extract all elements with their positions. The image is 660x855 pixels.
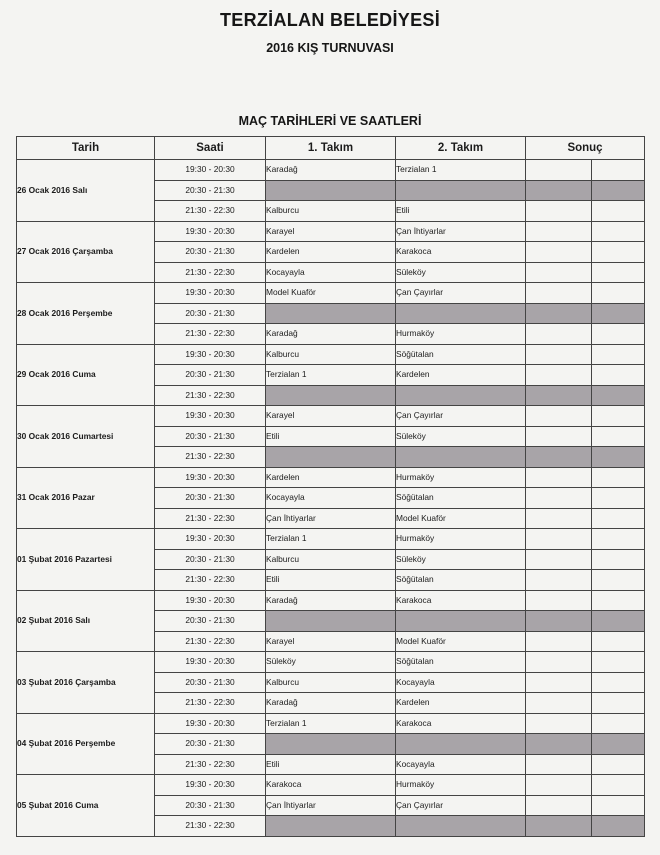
result-away-cell	[592, 365, 645, 386]
result-away-cell	[592, 652, 645, 673]
result-home-cell	[526, 713, 592, 734]
team2-cell: Çan Çayırlar	[396, 283, 526, 304]
match-time: 21:30 - 22:30	[155, 324, 266, 345]
match-date: 28 Ocak 2016 Perşembe	[17, 283, 155, 345]
result-away-cell	[592, 488, 645, 509]
team2-cell: Söğütalan	[396, 344, 526, 365]
match-date: 02 Şubat 2016 Salı	[17, 590, 155, 652]
match-date: 03 Şubat 2016 Çarşamba	[17, 652, 155, 714]
team2-cell: Etili	[396, 201, 526, 222]
match-time: 21:30 - 22:30	[155, 754, 266, 775]
team2-cell: Kardelen	[396, 693, 526, 714]
match-time: 19:30 - 20:30	[155, 652, 266, 673]
team1-cell: Kardelen	[266, 467, 396, 488]
schedule-body	[17, 160, 645, 837]
result-away-cell	[592, 549, 645, 570]
match-time: 21:30 - 22:30	[155, 262, 266, 283]
match-time: 20:30 - 21:30	[155, 488, 266, 509]
result-away-cell	[592, 221, 645, 242]
match-date: 04 Şubat 2016 Perşembe	[17, 713, 155, 775]
match-time: 19:30 - 20:30	[155, 590, 266, 611]
team1-cell: Süleköy	[266, 652, 396, 673]
team2-cell	[396, 816, 526, 837]
team1-cell: Çan İhtiyarlar	[266, 508, 396, 529]
table-row	[17, 775, 645, 796]
table-row	[17, 590, 645, 611]
team2-cell: Süleköy	[396, 262, 526, 283]
result-home-cell	[526, 734, 592, 755]
header-time: Saati	[155, 137, 266, 160]
team2-cell: Hurmaköy	[396, 529, 526, 550]
match-date: 30 Ocak 2016 Cumartesi	[17, 406, 155, 468]
team1-cell: Karayel	[266, 631, 396, 652]
result-away-cell	[592, 631, 645, 652]
table-row	[17, 713, 645, 734]
result-home-cell	[526, 344, 592, 365]
result-home-cell	[526, 447, 592, 468]
result-home-cell	[526, 816, 592, 837]
result-away-cell	[592, 201, 645, 222]
table-row	[17, 160, 645, 181]
result-home-cell	[526, 303, 592, 324]
team1-cell: Karadağ	[266, 324, 396, 345]
match-time: 19:30 - 20:30	[155, 775, 266, 796]
result-away-cell	[592, 590, 645, 611]
team1-cell: Kalburcu	[266, 672, 396, 693]
result-home-cell	[526, 672, 592, 693]
match-date: 01 Şubat 2016 Pazartesi	[17, 529, 155, 591]
team2-cell	[396, 385, 526, 406]
result-home-cell	[526, 775, 592, 796]
match-time: 21:30 - 22:30	[155, 201, 266, 222]
result-home-cell	[526, 180, 592, 201]
team2-cell: Karakoca	[396, 242, 526, 263]
team2-cell: Çan Çayırlar	[396, 795, 526, 816]
match-time: 19:30 - 20:30	[155, 160, 266, 181]
match-time: 20:30 - 21:30	[155, 242, 266, 263]
match-time: 21:30 - 22:30	[155, 447, 266, 468]
match-date: 27 Ocak 2016 Çarşamba	[17, 221, 155, 283]
result-home-cell	[526, 549, 592, 570]
team2-cell	[396, 303, 526, 324]
match-time: 20:30 - 21:30	[155, 549, 266, 570]
team1-cell	[266, 734, 396, 755]
header-team2: 2. Takım	[396, 137, 526, 160]
match-time: 20:30 - 21:30	[155, 365, 266, 386]
team2-cell: Süleköy	[396, 426, 526, 447]
team1-cell: Karadağ	[266, 590, 396, 611]
result-away-cell	[592, 795, 645, 816]
team1-cell: Kocayayla	[266, 488, 396, 509]
team2-cell: Model Kuaför	[396, 508, 526, 529]
result-home-cell	[526, 488, 592, 509]
result-away-cell	[592, 693, 645, 714]
result-away-cell	[592, 754, 645, 775]
match-date: 26 Ocak 2016 Salı	[17, 160, 155, 222]
result-home-cell	[526, 242, 592, 263]
team1-cell: Kalburcu	[266, 344, 396, 365]
team1-cell	[266, 816, 396, 837]
match-time: 21:30 - 22:30	[155, 693, 266, 714]
team1-cell: Karadağ	[266, 693, 396, 714]
team1-cell: Model Kuaför	[266, 283, 396, 304]
header-result: Sonuç	[526, 137, 645, 160]
team1-cell	[266, 180, 396, 201]
match-time: 21:30 - 22:30	[155, 816, 266, 837]
result-away-cell	[592, 529, 645, 550]
result-away-cell	[592, 262, 645, 283]
header-team1: 1. Takım	[266, 137, 396, 160]
match-time: 19:30 - 20:30	[155, 283, 266, 304]
header-date: Tarih	[17, 137, 155, 160]
result-home-cell	[526, 652, 592, 673]
team1-cell: Karakoca	[266, 775, 396, 796]
team2-cell: Çan Çayırlar	[396, 406, 526, 427]
team2-cell	[396, 734, 526, 755]
result-away-cell	[592, 160, 645, 181]
match-time: 19:30 - 20:30	[155, 529, 266, 550]
team2-cell: Kocayayla	[396, 672, 526, 693]
result-home-cell	[526, 324, 592, 345]
result-home-cell	[526, 160, 592, 181]
team1-cell: Karayel	[266, 221, 396, 242]
team2-cell: Karakoca	[396, 713, 526, 734]
tournament-title: 2016 KIŞ TURNUVASI	[266, 41, 394, 55]
match-time: 20:30 - 21:30	[155, 734, 266, 755]
team1-cell	[266, 611, 396, 632]
result-away-cell	[592, 775, 645, 796]
team1-cell: Terzialan 1	[266, 529, 396, 550]
table-header-row	[17, 137, 645, 160]
team2-cell: Söğütalan	[396, 488, 526, 509]
match-time: 21:30 - 22:30	[155, 570, 266, 591]
result-home-cell	[526, 570, 592, 591]
team2-cell: Söğütalan	[396, 652, 526, 673]
match-time: 20:30 - 21:30	[155, 303, 266, 324]
match-time: 20:30 - 21:30	[155, 611, 266, 632]
team1-cell: Terzialan 1	[266, 365, 396, 386]
team2-cell: Çan İhtiyarlar	[396, 221, 526, 242]
result-away-cell	[592, 734, 645, 755]
result-away-cell	[592, 816, 645, 837]
match-time: 19:30 - 20:30	[155, 467, 266, 488]
team2-cell: Karakoca	[396, 590, 526, 611]
team1-cell: Kalburcu	[266, 549, 396, 570]
result-home-cell	[526, 590, 592, 611]
team1-cell: Karadağ	[266, 160, 396, 181]
match-time: 19:30 - 20:30	[155, 344, 266, 365]
result-home-cell	[526, 754, 592, 775]
team1-cell: Kocayayla	[266, 262, 396, 283]
team1-cell: Etili	[266, 570, 396, 591]
team1-cell: Kalburcu	[266, 201, 396, 222]
result-away-cell	[592, 713, 645, 734]
team2-cell: Terzialan 1	[396, 160, 526, 181]
team1-cell: Etili	[266, 426, 396, 447]
municipality-title: TERZİALAN BELEDİYESİ	[219, 10, 440, 30]
match-date: 29 Ocak 2016 Cuma	[17, 344, 155, 406]
result-home-cell	[526, 283, 592, 304]
result-home-cell	[526, 406, 592, 427]
match-time: 19:30 - 20:30	[155, 406, 266, 427]
result-home-cell	[526, 631, 592, 652]
result-home-cell	[526, 611, 592, 632]
result-away-cell	[592, 426, 645, 447]
team1-cell: Karayel	[266, 406, 396, 427]
result-home-cell	[526, 529, 592, 550]
result-home-cell	[526, 693, 592, 714]
result-home-cell	[526, 262, 592, 283]
match-time: 20:30 - 21:30	[155, 426, 266, 447]
result-away-cell	[592, 447, 645, 468]
result-home-cell	[526, 201, 592, 222]
team1-cell: Çan İhtiyarlar	[266, 795, 396, 816]
table-row	[17, 529, 645, 550]
team2-cell: Hurmaköy	[396, 467, 526, 488]
result-away-cell	[592, 283, 645, 304]
result-away-cell	[592, 324, 645, 345]
result-away-cell	[592, 242, 645, 263]
table-row	[17, 467, 645, 488]
match-date: 05 Şubat 2016 Cuma	[17, 775, 155, 837]
team1-cell	[266, 385, 396, 406]
match-time: 19:30 - 20:30	[155, 221, 266, 242]
table-row	[17, 344, 645, 365]
result-away-cell	[592, 180, 645, 201]
match-time: 21:30 - 22:30	[155, 385, 266, 406]
match-time: 20:30 - 21:30	[155, 672, 266, 693]
team1-cell: Kardelen	[266, 242, 396, 263]
table-row	[17, 406, 645, 427]
team2-cell: Kardelen	[396, 365, 526, 386]
match-time: 21:30 - 22:30	[155, 631, 266, 652]
table-row	[17, 652, 645, 673]
match-time: 20:30 - 21:30	[155, 795, 266, 816]
result-home-cell	[526, 426, 592, 447]
result-away-cell	[592, 385, 645, 406]
result-away-cell	[592, 467, 645, 488]
team2-cell: Hurmaköy	[396, 775, 526, 796]
match-time: 21:30 - 22:30	[155, 508, 266, 529]
result-away-cell	[592, 611, 645, 632]
result-home-cell	[526, 385, 592, 406]
team2-cell: Söğütalan	[396, 570, 526, 591]
team2-cell	[396, 611, 526, 632]
result-away-cell	[592, 672, 645, 693]
schedule-subtitle: MAÇ TARİHLERİ VE SAATLERİ	[238, 114, 422, 128]
team2-cell: Hurmaköy	[396, 324, 526, 345]
team1-cell: Terzialan 1	[266, 713, 396, 734]
match-date: 31 Ocak 2016 Pazar	[17, 467, 155, 529]
table-row	[17, 221, 645, 242]
team1-cell	[266, 303, 396, 324]
result-away-cell	[592, 344, 645, 365]
match-time: 20:30 - 21:30	[155, 180, 266, 201]
match-time: 19:30 - 20:30	[155, 713, 266, 734]
result-home-cell	[526, 795, 592, 816]
result-away-cell	[592, 406, 645, 427]
result-home-cell	[526, 467, 592, 488]
result-home-cell	[526, 508, 592, 529]
result-home-cell	[526, 221, 592, 242]
result-away-cell	[592, 570, 645, 591]
team2-cell: Model Kuaför	[396, 631, 526, 652]
table-row	[17, 283, 645, 304]
result-home-cell	[526, 365, 592, 386]
team2-cell: Süleköy	[396, 549, 526, 570]
team2-cell	[396, 180, 526, 201]
team1-cell	[266, 447, 396, 468]
team1-cell: Etili	[266, 754, 396, 775]
result-away-cell	[592, 508, 645, 529]
team2-cell: Kocayayla	[396, 754, 526, 775]
team2-cell	[396, 447, 526, 468]
result-away-cell	[592, 303, 645, 324]
match-schedule-table	[16, 136, 645, 837]
